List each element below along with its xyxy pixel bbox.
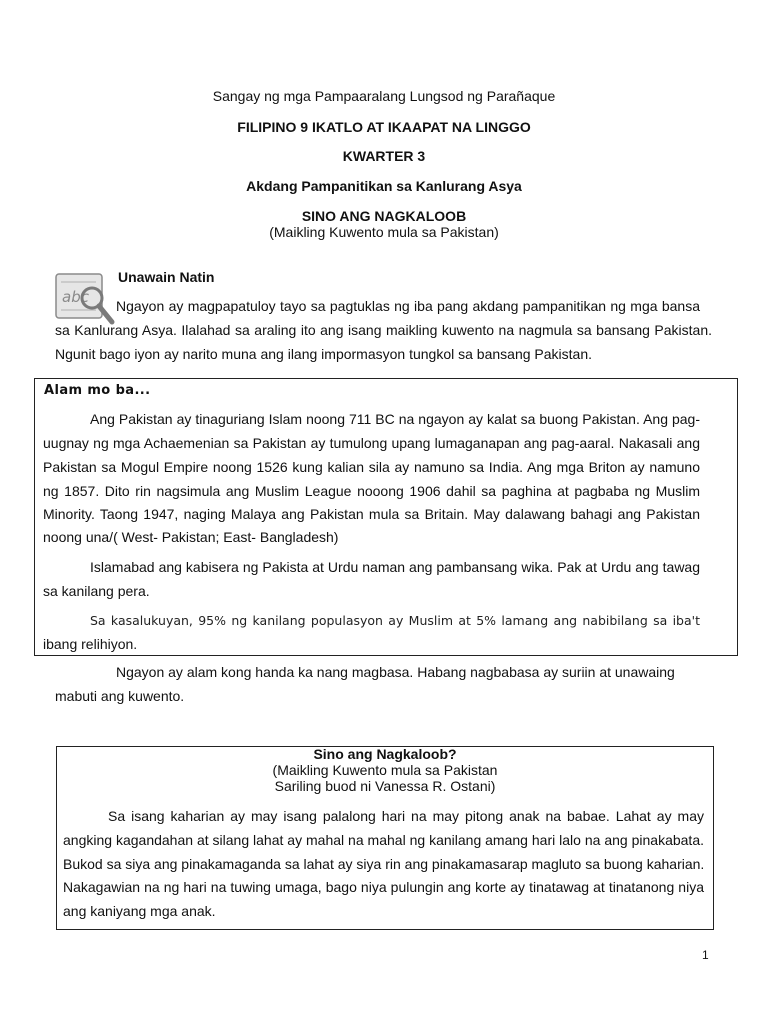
unawain-heading: Unawain Natin — [118, 269, 215, 285]
story-line-4: Nakagawian na ng hari na tuwing umaga, bago niya pulungin ang korte ay tinatawag at tinatanong niya — [63, 879, 704, 895]
unawain-line-1: Ngayon ay magpapatuloy tayo sa pagtuklas ng iba pang akdang pampanitikan ng mga bansa — [116, 298, 700, 314]
alam-para1-line-2: uugnay ng mga Achaemenian sa Pakistan ay tumulong upang lumaganapan ang pag-aaral. Nakasali ang — [43, 435, 700, 451]
alam-mo-ba-heading: Alam mo ba... — [44, 383, 151, 398]
unawain-line-2: sa Kanlurang Asya. Ilalahad sa araling ito ang isang maikling kuwento na nagmula sa bansang Pakistan. — [55, 322, 712, 338]
story-subtitle: (Maikling Kuwento mula sa Pakistan — [272, 762, 498, 778]
alam-para3-line-1: Sa kasalukuyan, 95% ng kanilang populasyon ay Muslim at 5% lamang ang nabibilang sa iba't — [90, 613, 700, 628]
page-number: 1 — [702, 948, 709, 962]
story-line-5: ang kaniyang mga anak. — [63, 903, 216, 919]
story-line-2: angking kagandahan at silang lahat ay mahal na mahal ng kanilang amang hari lalo na ang pinakabata. — [63, 832, 704, 848]
subject-title: FILIPINO 9 IKATLO AT IKAAPAT NA LINGGO — [237, 119, 531, 135]
alam-para1-line-5: Minority. Taong 1947, naging Malaya ang Pakistan mula sa Britain. May dalawang bahagi ang Pakistan — [43, 506, 700, 522]
story-line-3: Bukod sa siya ang pinakamaganda sa lahat ay siya rin ang pinakamasarap magluto sa buong kaharian. — [63, 856, 705, 872]
alam-para1-line-4: ng 1857. Dito rin nagsimula ang Muslim League nooong 1906 dahil sa paghina at pagbaba ng Muslim — [43, 483, 700, 499]
transition-line-1: Ngayon ay alam kong handa ka nang magbasa. Habang nagbabasa ay suriin at unawaing — [116, 664, 675, 680]
topic-title: Akdang Pampanitikan sa Kanlurang Asya — [246, 178, 522, 194]
alam-para1-line-3: Pakistan sa Mogul Empire noong 1526 kung kalian sila ay namuno sa India. Ang mga Briton ay namuno — [43, 459, 700, 475]
story-author: Sariling buod ni Vanessa R. Ostani) — [274, 778, 496, 794]
alam-para1-line-6: noong una/( West- Pakistan; East- Bangladesh) — [43, 529, 339, 545]
story-main-title: SINO ANG NAGKALOOB — [301, 208, 467, 224]
unawain-line-3: Ngunit bago iyon ay narito muna ang ilang impormasyon tungkol sa bansang Pakistan. — [55, 346, 592, 362]
abc-magnifier-icon — [52, 268, 116, 328]
alam-para3-line-2: ibang relihiyon. — [43, 636, 138, 652]
transition-line-2: mabuti ang kuwento. — [55, 688, 185, 704]
quarter-title: KWARTER 3 — [342, 148, 426, 164]
alam-para2-line-2: sa kanilang pera. — [43, 583, 150, 599]
alam-para1-line-1: Ang Pakistan ay tinaguriang Islam noong 711 BC na ngayon ay kalat sa buong Pakistan. Ang pag- — [90, 411, 700, 427]
story-main-subtitle: (Maikling Kuwento mula sa Pakistan) — [269, 224, 499, 240]
story-title: Sino ang Nagkaloob? — [313, 746, 457, 762]
division-name: Sangay ng mga Pampaaralang Lungsod ng Parañaque — [212, 88, 556, 104]
svg-text:abc: abc — [62, 288, 89, 306]
alam-para2-line-1: Islamabad ang kabisera ng Pakista at Urdu naman ang pambansang wika. Pak at Urdu ang tawag — [90, 559, 700, 575]
story-line-1: Sa isang kaharian ay may isang palalong hari na may pitong anak na babae. Lahat ay may — [108, 808, 704, 824]
